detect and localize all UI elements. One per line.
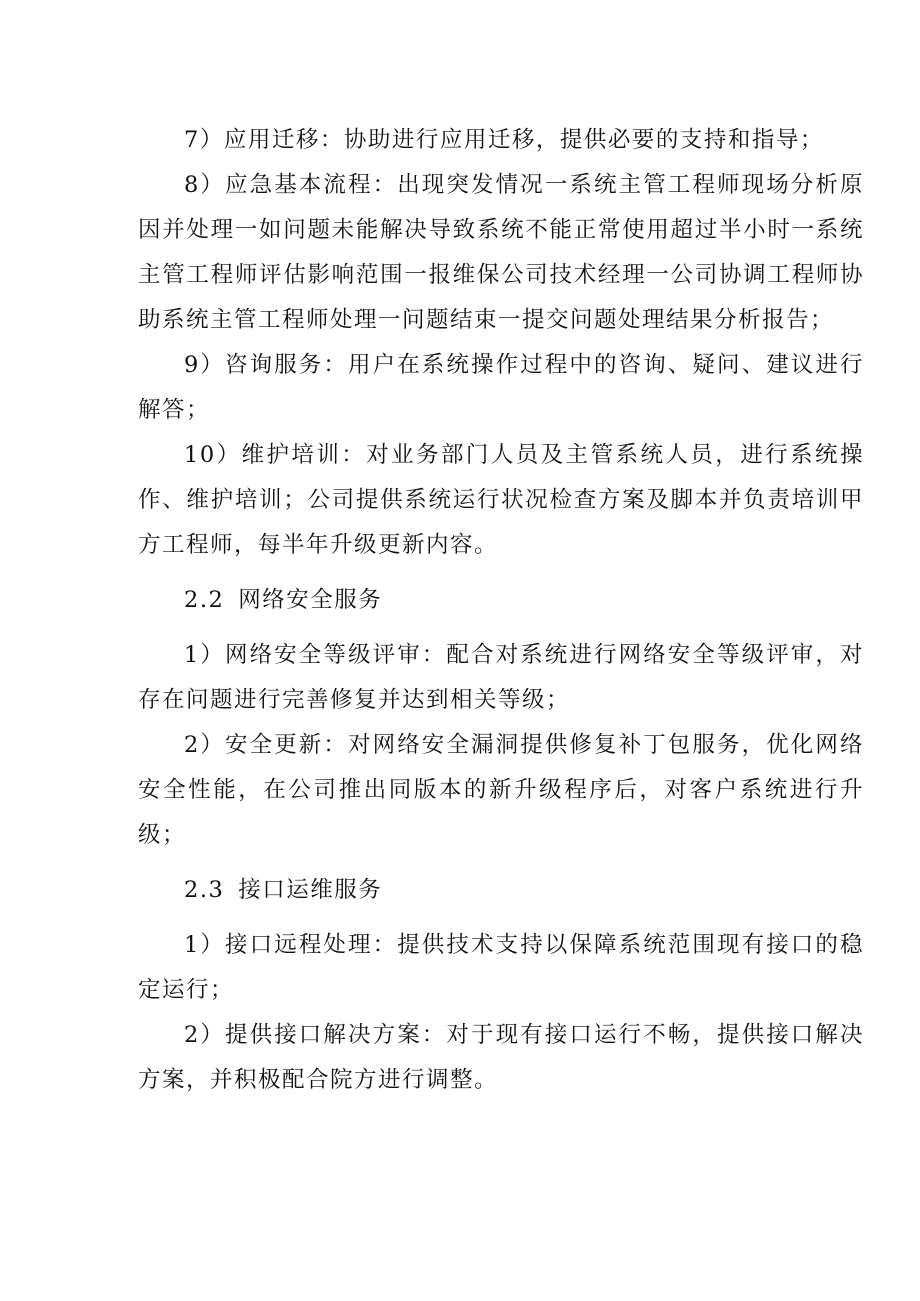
section-title: 接口运维服务 — [238, 877, 383, 903]
section-heading-2-2 — [138, 578, 864, 623]
document-body — [138, 118, 864, 1103]
section-heading-2-3 — [138, 868, 864, 913]
paragraph-maintenance-training: 10）维护培训：对业务部门人员及主管系统人员，进行系统操作、维护培训；公司提供系统运行状况检查方案及脚本并负责培训甲方工程师，每半年升级更新内容。 — [138, 442, 864, 558]
paragraph-consulting-service: 9）咨询服务：用户在系统操作过程中的咨询、疑问、建议进行解答； — [138, 352, 864, 423]
section-number: 2.2 — [184, 587, 225, 613]
paragraph-app-migration: 7）应用迁移：协助进行应用迁移，提供必要的支持和指导； — [184, 127, 824, 153]
paragraph-interface-remote: 1）接口远程处理：提供技术支持以保障系统范围现有接口的稳定运行； — [138, 932, 864, 1003]
section-title: 网络安全服务 — [238, 587, 383, 613]
paragraph-interface-solution: 2）提供接口解决方案：对于现有接口运行不畅，提供接口解决方案，并积极配合院方进行调整。 — [138, 1022, 864, 1093]
paragraph-emergency-process: 8）应急基本流程：出现突发情况一系统主管工程师现场分析原因并处理一如问题未能解决导致系统不能正常使用超过半小时一系统主管工程师评估影响范围一报维保公司技术经理一公司协调工程师协助系统主管工程师处理一问题结束一提交问题处理结果分析报告； — [138, 172, 864, 333]
section-number: 2.3 — [184, 877, 225, 903]
paragraph-security-level-review: 1）网络安全等级评审：配合对系统进行网络安全等级评审，对存在问题进行完善修复并达到相关等级； — [138, 642, 864, 713]
paragraph-security-update: 2）安全更新：对网络安全漏洞提供修复补丁包服务，优化网络安全性能，在公司推出同版本的新升级程序后，对客户系统进行升级； — [138, 732, 864, 848]
